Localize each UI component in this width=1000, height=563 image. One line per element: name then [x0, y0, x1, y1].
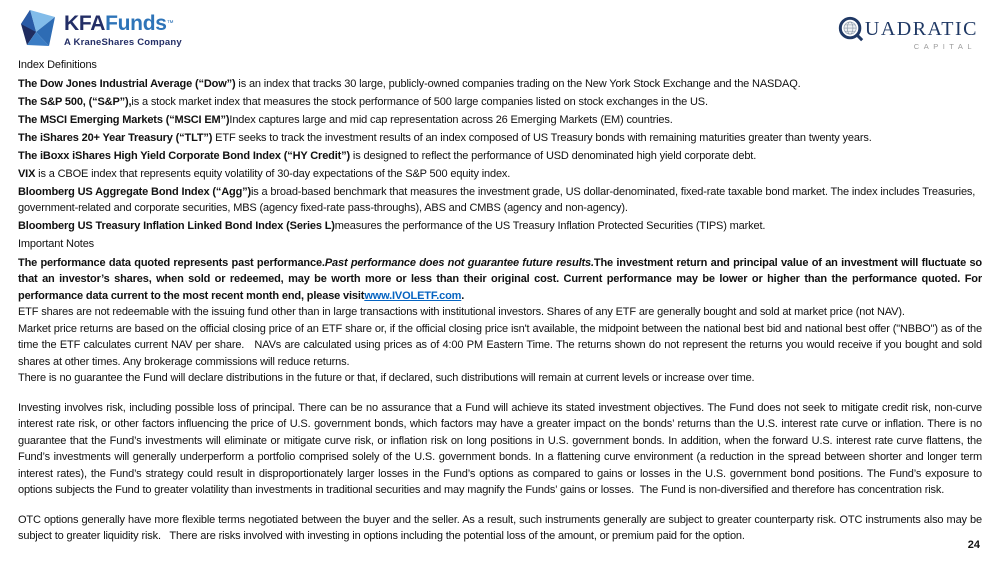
risk-disclosure-paragraph: Investing involves risk, including possible loss of principal. There can be no assurance that a Fund will achieve its stated investment objectives. The Fund does not seek to mitigate credit risk, non-curve interest rate risk, or other factors influencing the price of U.S. government bonds, which factors may have a greater impact on the bonds’ returns than the U.S. interest rate curve or inflation. There is no guarantee that the Fund’s investments will eliminate or mitigate curve risk, or inflation risk on long positions in U.S. government bonds. In addition, when the forward U.S. interest rate curve flattens, the Fund’s investments will generally underperform a portfolio comprised solely of the U.S. government bonds. In a flattening curve environment (a reduction in the spread between shorter and longer term interest rates), the Fund’s strategy could result in disproportionately larger losses in the Fund’s options as compared to gains or losses in the U.S. government bond positions. The Fund’s exposure to options subjects the Fund to greater volatility than investments in traditional securities and may magnify the Funds’ gains or losses. The Fund is non-diversified and therefore has concentration risk.: [18, 401, 982, 496]
definition-dow-term: The Dow Jones Industrial Average (“Dow”): [18, 77, 236, 90]
definition-msci-em: [18, 112, 982, 129]
definition-series-l-term: Bloomberg US Treasury Inflation Linked Bond Index (Series L): [18, 220, 335, 232]
definition-hy-credit-text: is designed to reflect the performance of USD denominated high yield corporate debt.: [350, 149, 757, 162]
section-title-important-notes: Important Notes: [18, 238, 95, 250]
definition-tlt: [18, 130, 982, 147]
kfa-logo-text: [64, 9, 182, 48]
definition-sp500: [18, 94, 982, 111]
definition-series-l-text: measures the performance of the US Treasury Inflation Protected Securities (TIPS) market.: [334, 220, 766, 232]
definition-sp500-term: The S&P 500, (“S&P”),: [18, 95, 132, 108]
performance-note: [18, 255, 982, 305]
definition-vix-text: is a CBOE index that represents equity volatility of 30-day expectations of the S&P 500 equity index.: [35, 167, 511, 180]
definition-agg-term: Bloomberg US Aggregate Bond Index (“Agg”): [18, 185, 251, 198]
definition-sp500-text: is a stock market index that measures the stock performance of 500 large companies listed on stock exchanges in the US.: [131, 95, 708, 108]
quadratic-logo-wordmark: UADRATIC: [864, 18, 978, 40]
quadratic-capital-logo: [828, 16, 978, 51]
definition-agg-text: is a broad-based benchmark that measures the investment grade, US dollar-denominated, fixed-rate taxable bond market. The index includes Treasuries, government-related and corporate securities, MBS (agency fixed-rate pass-throughs), ABS and CMBS (agency and non-agency).: [18, 185, 976, 214]
section-title-index-definitions: Index Definitions: [18, 59, 97, 71]
slide-content: [18, 57, 982, 545]
kfa-cube-icon: [18, 9, 58, 51]
definition-dow-text: is an index that tracks 30 large, publicly-owned companies trading on the New York Stock Exchange and the NASDAQ.: [235, 77, 801, 90]
definition-hy-credit-term: The iBoxx iShares High Yield Corporate Bond Index (“HY Credit”): [18, 149, 351, 162]
kfa-funds-logo: [18, 9, 182, 51]
trademark-symbol: ™: [166, 20, 174, 27]
kfa-logo-tagline: A KraneShares Company: [64, 37, 182, 48]
kfa-logo-kfa: KFA: [64, 12, 106, 35]
definition-tlt-term: The iShares 20+ Year Treasury (“TLT”): [18, 131, 213, 144]
note-market-price: Market price returns are based on the official closing price of an ETF share or, if the official closing price isn't available, the midpoint between the national best bid and national best offer ("NBBO") as of the time the ETF calculates current NAV per share. NAVs are calculated using prices as of 4:00 PM Eastern Time. The returns shown do not represent the returns you would receive if you bought and sold shares at other times. Any brokerage commissions will reduce returns.: [18, 322, 982, 368]
definition-agg: [18, 184, 982, 217]
performance-note-body: The investment return and principal value of an investment will fluctuate so that an investor’s shares, when sold or redeemed, may be worth more or less than their original cost. Current performance may be lower or higher than the performance quoted. For performance data current to the most recent month end, please visit: [18, 256, 982, 302]
globe-q-icon: [838, 16, 864, 42]
ivoletf-link[interactable]: www.IVOLETF.com: [364, 289, 462, 302]
definition-vix-term: VIX: [18, 167, 36, 180]
performance-note-lead: The performance data quoted represents past performance.: [18, 256, 325, 269]
definition-vix: [18, 166, 982, 183]
definition-series-l: [18, 218, 982, 235]
kfa-logo-funds: Funds: [105, 12, 167, 35]
kfa-logo-wordmark: [64, 13, 182, 34]
quadratic-logo-capital: CAPITAL: [913, 42, 976, 51]
page-number: 24: [967, 539, 980, 551]
performance-note-disclaimer: Past performance does not guarantee future results.: [324, 256, 594, 269]
definition-dow: [18, 76, 982, 93]
performance-note-period: .: [461, 289, 465, 302]
note-etf-shares: ETF shares are not redeemable with the issuing fund other than in large transactions with institutional investors. Shares of any ETF are generally bought and sold at market price (not NAV).: [18, 306, 905, 318]
definition-hy-credit: [18, 148, 982, 165]
note-distributions: There is no guarantee the Fund will declare distributions in the future or that, if declared, such distributions will remain at current levels or increase over time.: [18, 372, 755, 384]
definition-msci-em-text: Index captures large and mid cap representation across 26 Emerging Markets (EM) countries.: [229, 113, 673, 126]
definition-msci-em-term: The MSCI Emerging Markets (“MSCI EM”): [18, 113, 230, 126]
otc-options-paragraph: OTC options generally have more flexible terms negotiated between the buyer and the seller. As a result, such instruments generally are subject to greater counterparty risk. OTC instruments also may be subject to greater liquidity risk. There are risks involved with investing in options including the potential loss of the amount, or premium paid for the option.: [18, 513, 982, 542]
definition-tlt-text: ETF seeks to track the investment results of an index composed of US Treasury bonds with remaining maturities greater than twenty years.: [212, 131, 872, 144]
